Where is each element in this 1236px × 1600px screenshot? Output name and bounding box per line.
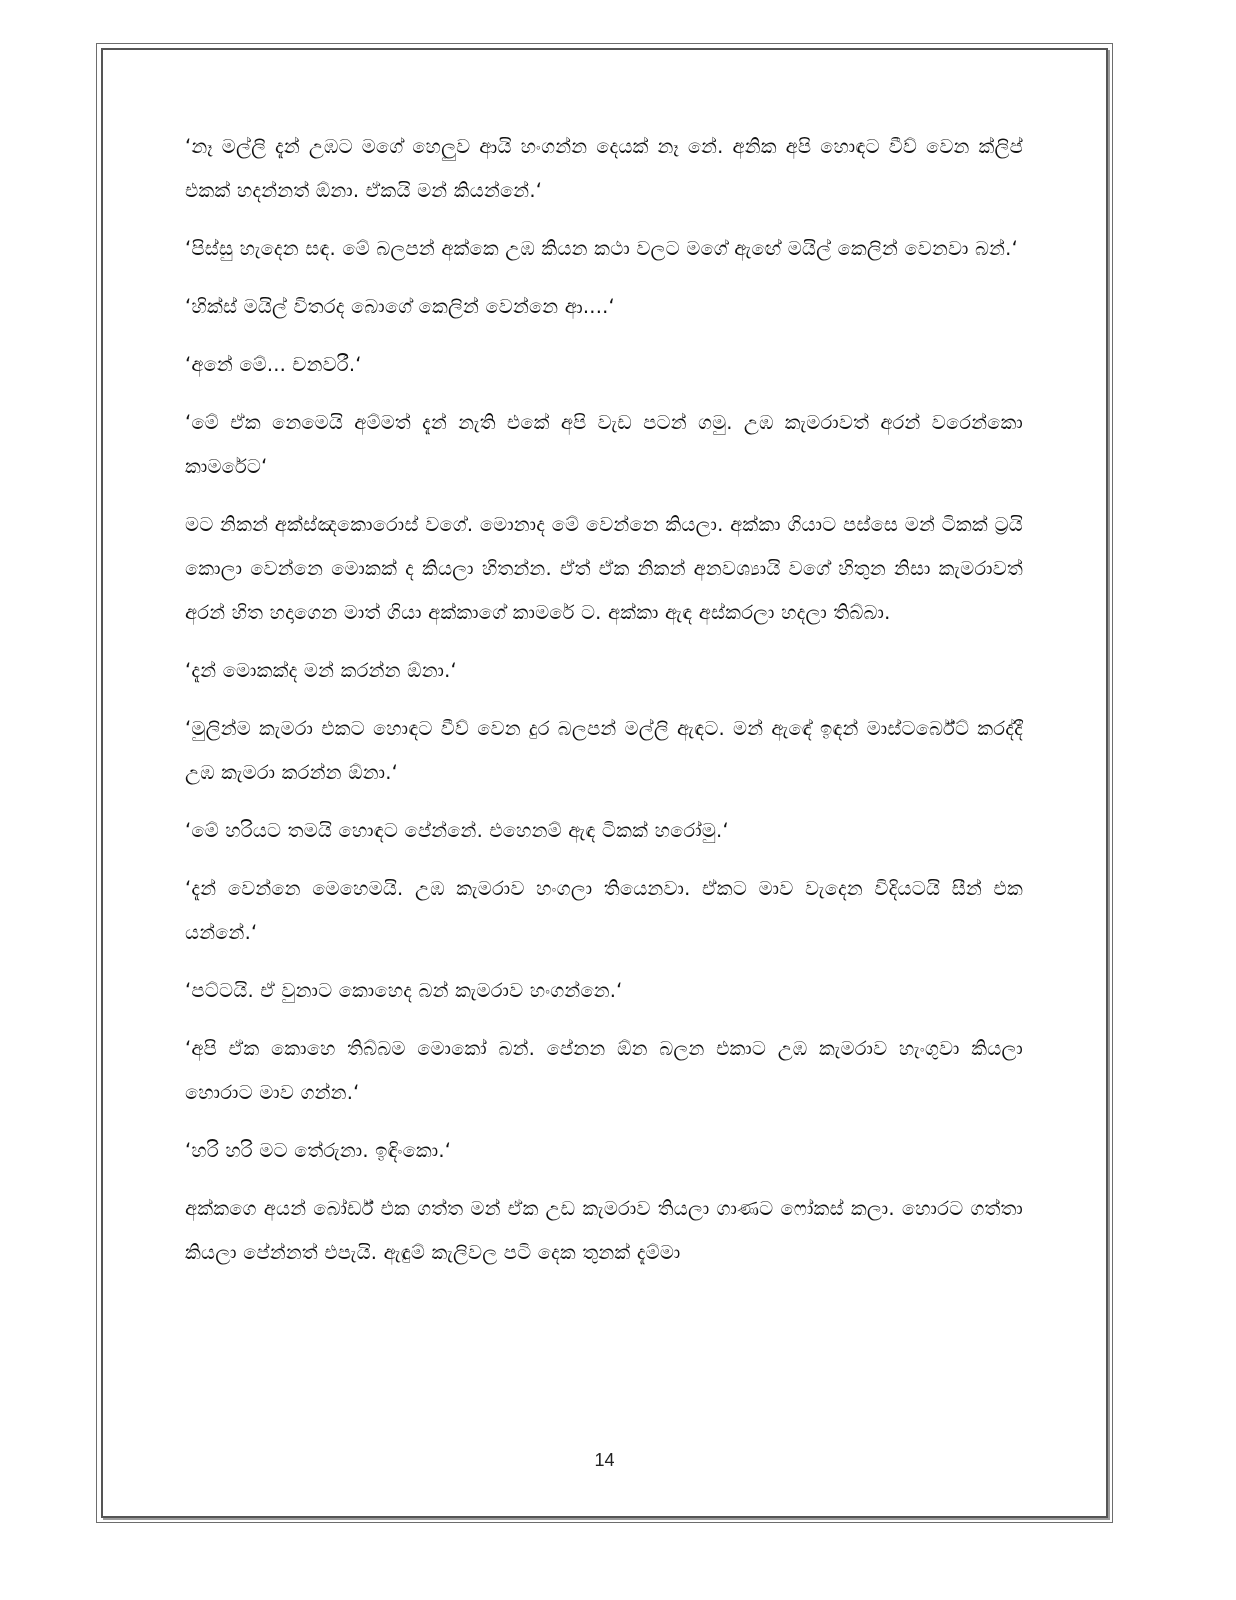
paragraph: ‘අපි ඒක කොහෙ තිබ්බම මොකෝ බන්. පේනන ඕන බලන එකාට උඹ කැමරාව හැංගුවා කියලා හොරාට මාව ගන්න.‘ [185, 1037, 1023, 1104]
paragraph: අක්කගෙ අයන් බෝර්ඩ් එක ගත්ත මන් ඒක උඩ කැමරාව තියලා ගාණට ෆෝකස් කලා. හොරට ගත්තා කියලා පේන්නත් එපැයි. ඇඳුම් කැලිවල පටි දෙක තුනක් දැම්මා [185, 1197, 1023, 1264]
page-number: 14 [594, 1450, 615, 1470]
paragraph: ‘පට්ටයි. ඒ වුනාට කොහෙද බන් කැමරාව හංගන්නෙ.‘ [185, 979, 623, 1002]
paragraph: ‘පිස්සු හැදෙන සඳ. මේ බලපන් අක්කෙ උඹ කියන කථා වලට මගේ ඇඟේ මයිල් කෙලින් වෙනවා බන්.‘ [185, 237, 1018, 260]
paragraph: ‘නෑ මල්ලි දැන් උඹට මගේ හෙලුව ආයි හංගන්න දෙයක් නෑ නේ. අනික අපි හොඳට වීව් වෙන ක්ලිප් එකක් හදන්නත් ඕනා. ඒකයි මන් කියන්නේ.‘ [185, 135, 1023, 202]
paragraph: ‘දැන් මොකක්ද මන් කරන්න ඕනා.‘ [185, 659, 457, 682]
page-body [185, 125, 1023, 1289]
paragraph: ‘අනේ මේ... චනවරී.‘ [185, 353, 362, 376]
paragraph: ‘හරි හරි මට තේරුනා. ඉඳිංකො.‘ [185, 1139, 452, 1162]
paragraph: ‘මේ ඒක නෙමෙයි අම්මත් දැන් නැති එකේ අපි වැඩ පටන් ගමු. උඹ කැමරාවත් අරන් වරෙන්කො කාමරේට‘ [185, 411, 1023, 478]
paragraph: ‘මේ හරියට තමයි හොඳට පේන්නේ. එහෙනම් ඇඳ ටිකක් හරෝමු.‘ [185, 819, 729, 842]
paragraph: ‘දැන් වෙන්නෙ මෙහෙමයි. උඹ කැමරාව හංගලා තියෙනවා. ඒකට මාව වැදෙන විදියටයි සීන් එක යන්නේ.‘ [185, 877, 1023, 944]
paragraph: ‘හික්ස් මයිල් විතරද බොගේ කෙලින් වෙන්නෙ ආ....‘ [185, 295, 615, 318]
paragraph: ‘මුලින්ම කැමරා එකට හොඳට වීව් වෙන දුර බලපන් මල්ලි ඇඳට. මන් ඇඳේ ඉඳන් මාස්ටර්බේට් කරද්දී උඹ කැමරා කරන්න ඕනා.‘ [185, 717, 1023, 784]
paragraph: මට නිකන් අක්ස්ඤකොරොස් වගේ. මොනාද මේ වෙන්නෙ කියලා. අක්කා ගියාට පස්සෙ මන් ටිකක් ට්‍රයි කොලා වෙන්නෙ මොකක් ද කියලා හිතන්න. ඒත් ඒක නිකන් අනවශ්‍යායි වගේ හිතුන නිසා කැමරාවත් අරන් හිත හදාගෙන මාත් ගියා අක්කාගේ කාමරේ ට. අක්කා ඇඳ අස්කරලා හදලා තිබ්බා. [185, 513, 1023, 624]
